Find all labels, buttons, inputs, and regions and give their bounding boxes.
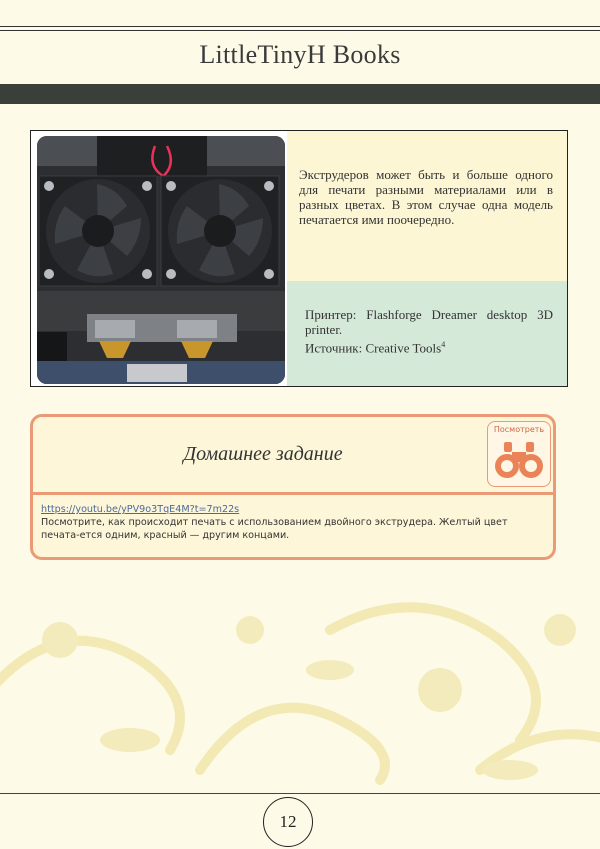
homework-text: Посмотрите, как происходит печать с использованием двойного экструдера. Желтый цвет печата-ется одним, красный — другим концами. (41, 517, 508, 541)
video-link[interactable]: https://youtu.be/yPV9o3TqE4M?t=7m22s (41, 504, 240, 515)
figure-caption (287, 281, 567, 386)
header-rule-top (0, 26, 600, 27)
figure-caption-printer: Принтер: Flashforge Dreamer desktop 3D printer. (305, 307, 553, 337)
header-rule-bottom (0, 30, 600, 31)
homework-body (41, 503, 547, 542)
homework-box (30, 414, 556, 560)
figure-description (287, 131, 567, 281)
header-bar (0, 84, 600, 104)
binoculars-icon (494, 440, 544, 480)
page-number: 12 (263, 797, 313, 847)
figure-caption-source: Источник: Creative Tools$^4$ (305, 340, 446, 356)
watch-badge-label: Посмотреть (493, 425, 545, 434)
dual-extruder-illustration (37, 136, 285, 384)
floral-ornament (0, 570, 600, 790)
watch-badge (487, 421, 551, 487)
footnote-marker: 4 (441, 340, 446, 349)
printer-photo (37, 136, 285, 384)
figure-box (30, 130, 568, 387)
homework-title: Домашнее задание (183, 443, 343, 465)
figure-description-text: Экструдеров может быть и больше одного для печати разными материалами или в разных цветах. В этом случае одна модель печатается ими поочередно. (299, 167, 553, 227)
footer-rule (0, 793, 600, 794)
homework-header (33, 417, 553, 495)
page-header-title: LittleTinyH Books (199, 40, 401, 69)
